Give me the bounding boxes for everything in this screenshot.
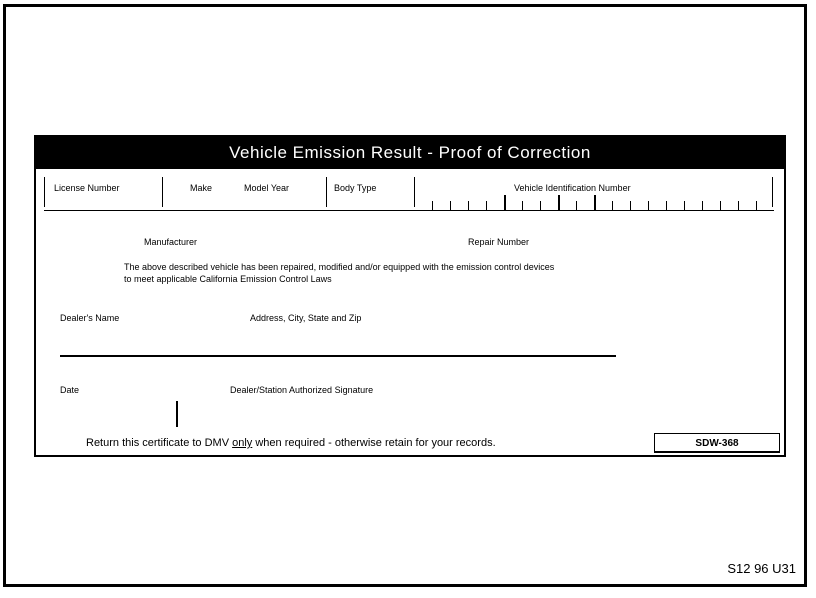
repair-number-label: Repair Number [468,237,530,247]
date-label: Date [60,385,80,395]
certification-statement [124,261,554,285]
vehicle-fields-row [44,177,774,211]
divider [772,177,773,207]
corner-code: S12 96 U31 [727,561,796,576]
license-number-field[interactable] [44,177,162,211]
body-type-field[interactable] [326,177,414,211]
dealer-address-signature-line[interactable] [60,355,616,357]
model-year-field[interactable] [224,177,324,211]
footer-text-part1: Return this certificate to DMV [86,437,233,449]
page-frame [3,4,807,587]
form-number-box: SDW-368 [654,433,780,453]
date-field[interactable] [60,399,170,427]
date-signature-divider [176,401,178,427]
model-year-label: Model Year [244,183,290,193]
manufacturer-label: Manufacturer [144,237,198,247]
signature-label: Dealer/Station Authorized Signature [230,385,374,395]
signature-field[interactable] [186,399,506,427]
fields-bottom-rule [44,210,774,211]
address-label: Address, City, State and Zip [250,313,362,323]
body-type-label: Body Type [334,183,377,193]
emission-certificate-form [34,135,786,457]
return-instructions [86,437,496,449]
footer-text-only: only [232,437,253,449]
dealer-name-label: Dealer's Name [60,313,120,323]
statement-line-2: to meet applicable California Emission Control Laws [124,274,332,284]
make-label: Make [190,183,213,193]
footer-text-part2: when required - otherwise retain for your records. [252,437,496,449]
vin-label: Vehicle Identification Number [514,183,631,193]
statement-line-1: The above described vehicle has been repaired, modified and/or equipped with the emission control devices [124,262,555,272]
form-title: Vehicle Emission Result - Proof of Correction [36,137,784,169]
vin-field[interactable] [414,177,772,211]
license-number-label: License Number [54,183,120,193]
make-field[interactable] [162,177,224,211]
